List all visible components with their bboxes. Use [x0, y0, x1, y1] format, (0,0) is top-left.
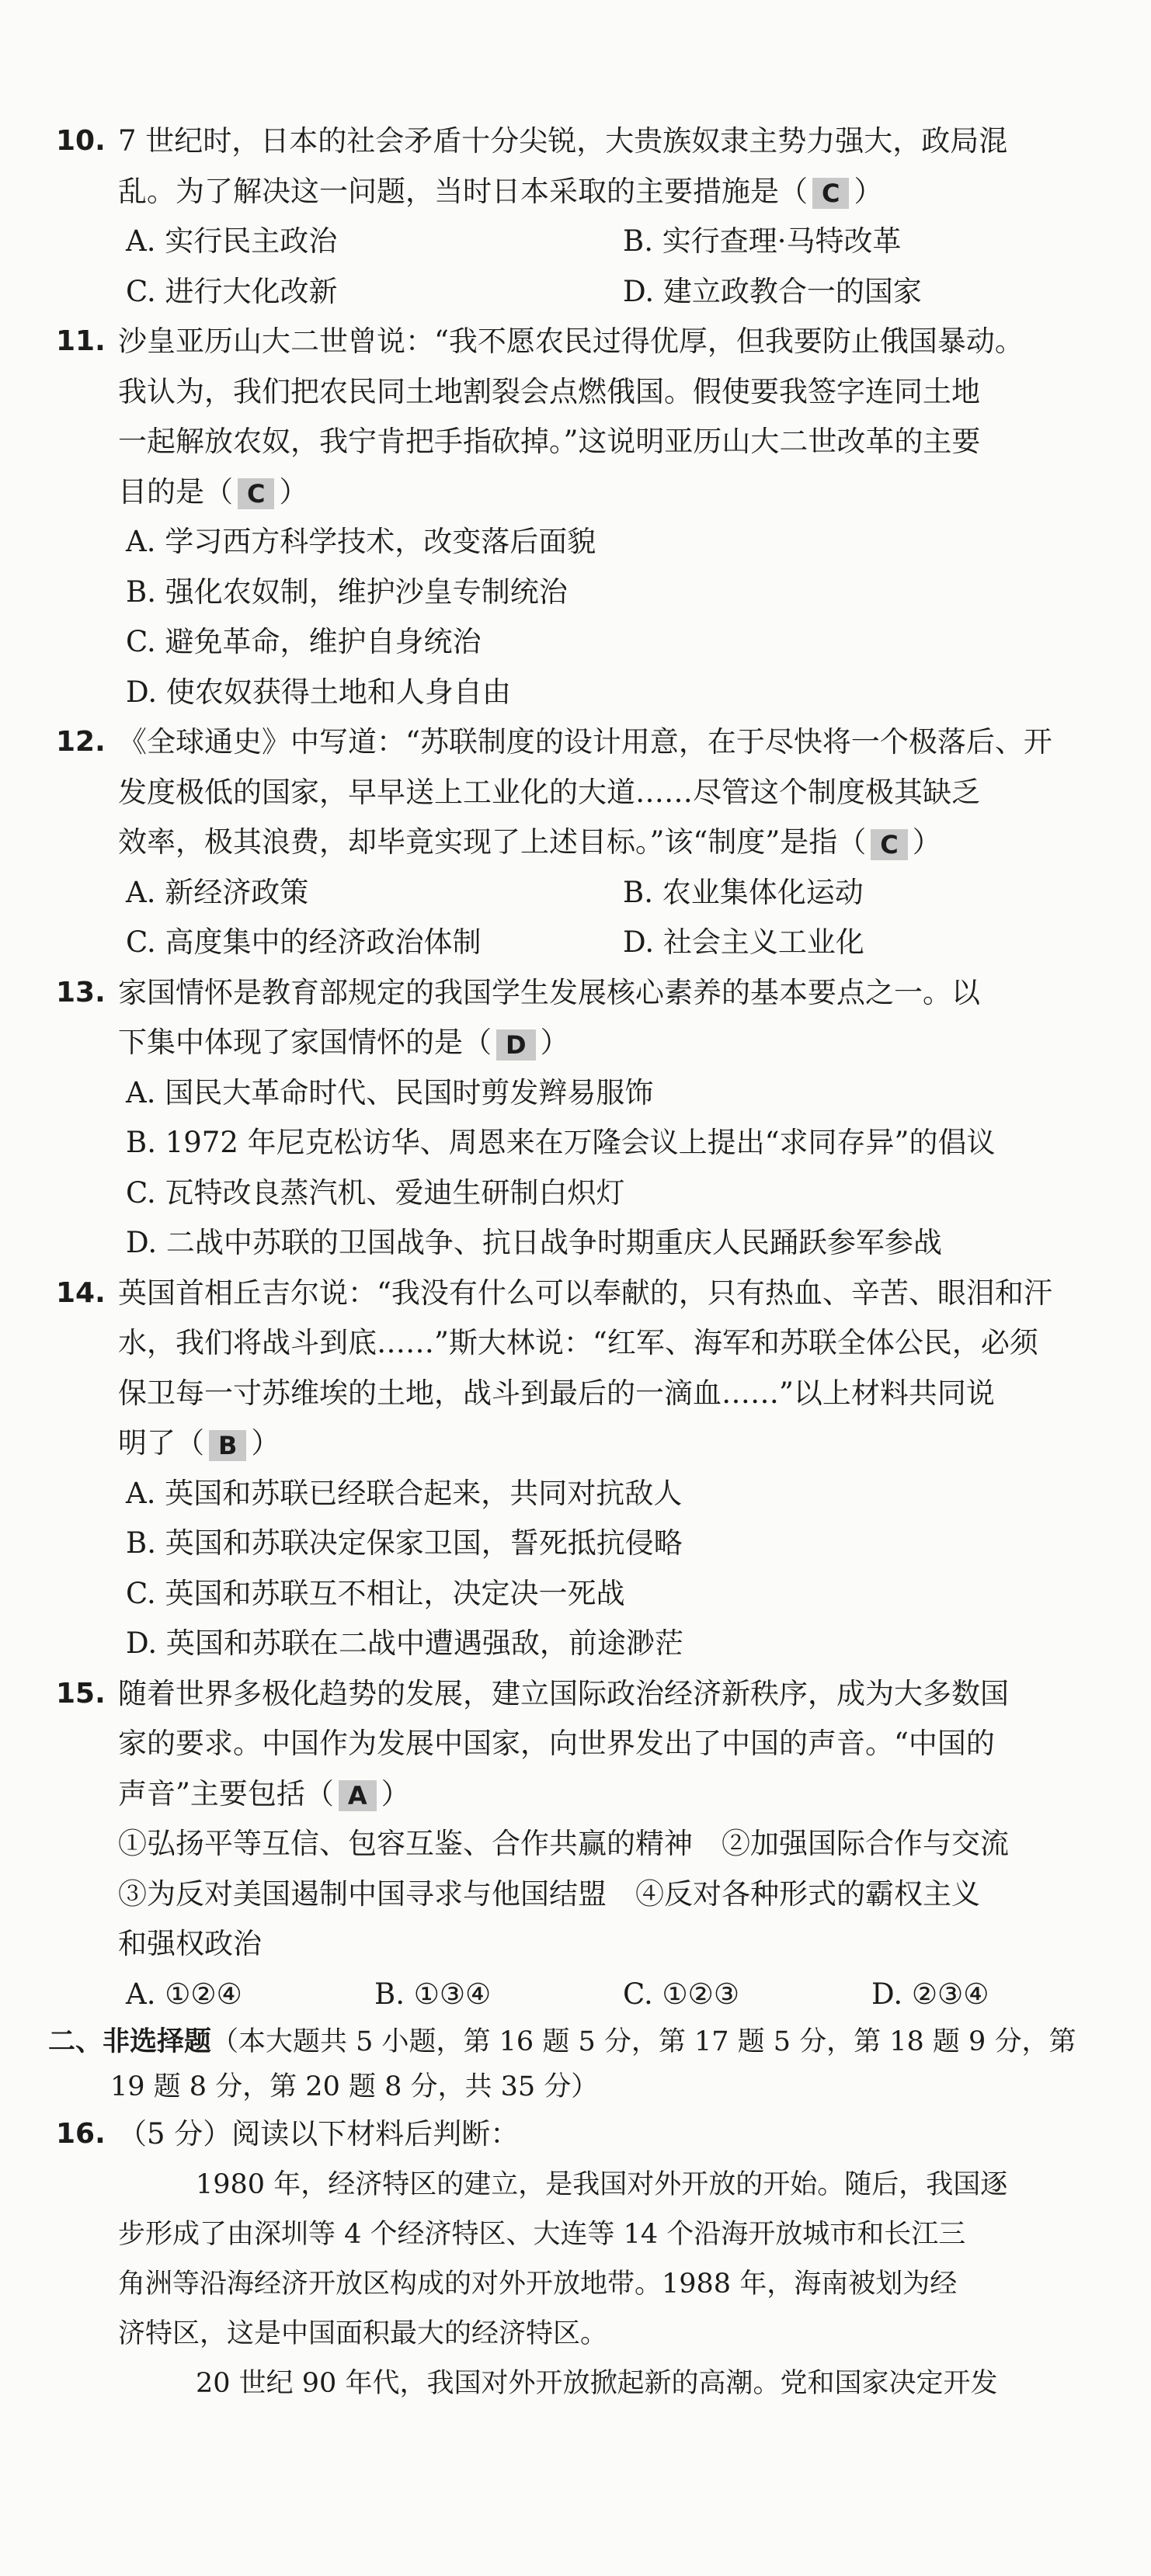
option: B. 1972 年尼克松访华、周恩来在万隆会议上提出“求同存异”的倡议 — [126, 1126, 996, 1159]
question-text: 保卫每一寸苏维埃的土地，战斗到最后的一滴血……”以上材料共同说 — [118, 1376, 995, 1410]
option: D. 英国和苏联在二战中遭遇强敌，前途渺茫 — [126, 1626, 683, 1660]
section-desc: 19 题 8 分，第 20 题 8 分，共 35 分） — [110, 2071, 599, 2102]
statement-item: ①弘扬平等互信、包容互鉴、合作共赢的精神 ②加强国际合作与交流 — [118, 1827, 1009, 1860]
material-text: 1980 年，经济特区的建立，是我国对外开放的开始。随后，我国逐 — [196, 2168, 1008, 2200]
question-text: 7 世纪时，日本的社会矛盾十分尖锐，大贵族奴隶主势力强大，政局混 — [118, 124, 1008, 158]
answer-badge: C — [812, 178, 849, 209]
section-2-header — [48, 2019, 1120, 2109]
option: B. 英国和苏联决定保家卫国，誓死抵抗侵略 — [126, 1526, 683, 1560]
option: D. ②③④ — [871, 1977, 989, 2011]
question-text: 声音”主要包括（ — [118, 1776, 334, 1810]
statement-item: ③为反对美国遏制中国寻求与他国结盟 ④反对各种形式的霸权主义 — [118, 1876, 980, 1911]
question-number: 15. — [56, 1677, 106, 1710]
question-16 — [56, 2109, 1120, 2408]
answer-badge: B — [209, 1430, 246, 1461]
option: A. 新经济政策 — [126, 875, 309, 909]
option: C. 英国和苏联互不相让，决定决一死战 — [126, 1576, 625, 1610]
question-text: 家的要求。中国作为发展中国家，向世界发出了中国的声音。“中国的 — [118, 1727, 995, 1760]
question-text: 一起解放农奴，我宁肯把手指砍掉。”这说明亚历山大二世改革的主要 — [118, 425, 981, 458]
question-text: ） — [912, 825, 941, 859]
option: B. ①③④ — [374, 1977, 492, 2011]
option: C. 避免革命，维护自身统治 — [126, 625, 482, 658]
question-text: 我认为，我们把农民同土地割裂会点燃俄国。假使要我签字连同土地 — [118, 374, 980, 408]
question-text: 目的是（ — [118, 474, 233, 509]
question-14 — [56, 1269, 1120, 1669]
option: D. 使农奴获得土地和人身自由 — [126, 675, 511, 709]
question-text: 明了（ — [118, 1426, 204, 1460]
question-number: 16. — [56, 2118, 106, 2150]
question-text: 发度极低的国家，早早送上工业化的大道……尽管这个制度极其缺乏 — [118, 775, 980, 809]
question-10 — [56, 116, 1120, 317]
question-number: 11. — [56, 325, 106, 357]
question-text: 乱。为了解决这一问题，当时日本采取的主要措施是（ — [118, 174, 808, 208]
question-text: ） — [854, 174, 883, 208]
question-15 — [56, 1669, 1120, 2020]
answer-badge: C — [871, 829, 907, 860]
option: B. 农业集体化运动 — [623, 875, 864, 909]
material-text: 角洲等沿海经济开放区构成的对外开放地带。1988 年，海南被划为经 — [118, 2268, 958, 2300]
question-text: ） — [251, 1426, 280, 1460]
question-text: 下集中体现了家国情怀的是（ — [118, 1026, 492, 1059]
question-13 — [56, 968, 1120, 1269]
option: D. 二战中苏联的卫国战争、抗日战争时期重庆人民踊跃参军参战 — [126, 1226, 942, 1259]
question-number: 14. — [56, 1276, 106, 1309]
option: C. ①②③ — [623, 1977, 740, 2011]
question-text: 家国情怀是教育部规定的我国学生发展核心素养的基本要点之一。以 — [118, 975, 980, 1009]
section-title: 二、非选择题 — [48, 2026, 212, 2057]
question-text: 《全球通史》中写道：“苏联制度的设计用意，在于尽快将一个极落后、开 — [118, 725, 1052, 759]
question-number: 13. — [56, 976, 106, 1009]
option: A. 实行民主政治 — [126, 224, 338, 258]
question-11 — [56, 317, 1120, 717]
question-text: （5 分）阅读以下材料后判断： — [118, 2117, 520, 2151]
option: D. 建立政教合一的国家 — [623, 274, 922, 308]
answer-badge: C — [238, 478, 274, 509]
option: C. 瓦特改良蒸汽机、爱迪生研制白炽灯 — [126, 1175, 625, 1210]
question-text: 效率，极其浪费，却毕竟实现了上述目标。”该“制度”是指（ — [118, 825, 867, 859]
question-text: 随着世界多极化趋势的发展，建立国际政治经济新秩序，成为大多数国 — [118, 1676, 1009, 1710]
question-number: 10. — [56, 125, 106, 157]
option: A. 学习西方科学技术，改变落后面貌 — [126, 525, 596, 558]
question-text: ） — [279, 474, 308, 509]
option: C. 进行大化改新 — [126, 274, 338, 308]
question-12 — [56, 717, 1120, 968]
option: B. 实行查理·马特改革 — [623, 224, 902, 258]
material-text: 20 世纪 90 年代，我国对外开放掀起新的高潮。党和国家决定开发 — [196, 2367, 998, 2399]
option: A. 国民大革命时代、民国时剪发辫易服饰 — [126, 1075, 654, 1109]
option: B. 强化农奴制，维护沙皇专制统治 — [126, 575, 568, 609]
question-text: 沙皇亚历山大二世曾说：“我不愿农民过得优厚，但我要防止俄国暴动。 — [118, 325, 1024, 358]
answer-badge: A — [339, 1780, 377, 1811]
material-text: 步形成了由深圳等 4 个经济特区、大连等 14 个沿海开放城市和长江三 — [118, 2218, 966, 2250]
question-text: 英国首相丘吉尔说：“我没有什么可以奉献的，只有热血、辛苦、眼泪和汗 — [118, 1276, 1052, 1310]
question-text: ） — [381, 1776, 410, 1810]
question-number: 12. — [56, 726, 106, 758]
question-text: 水，我们将战斗到底……”斯大林说：“红军、海军和苏联全体公民，必须 — [118, 1326, 1038, 1359]
option: A. ①②④ — [126, 1977, 242, 2011]
option: A. 英国和苏联已经联合起来，共同对抗敌人 — [126, 1476, 683, 1510]
statement-item: 和强权政治 — [118, 1927, 262, 1960]
material-text: 济特区，这是中国面积最大的经济特区。 — [118, 2317, 608, 2349]
question-text: ） — [540, 1026, 569, 1059]
answer-badge: D — [496, 1029, 536, 1061]
option: D. 社会主义工业化 — [623, 925, 864, 959]
option: C. 高度集中的经济政治体制 — [126, 925, 482, 959]
section-desc: （本大题共 5 小题，第 16 题 5 分，第 17 题 5 分，第 18 题 9 分，第 — [211, 2026, 1076, 2057]
